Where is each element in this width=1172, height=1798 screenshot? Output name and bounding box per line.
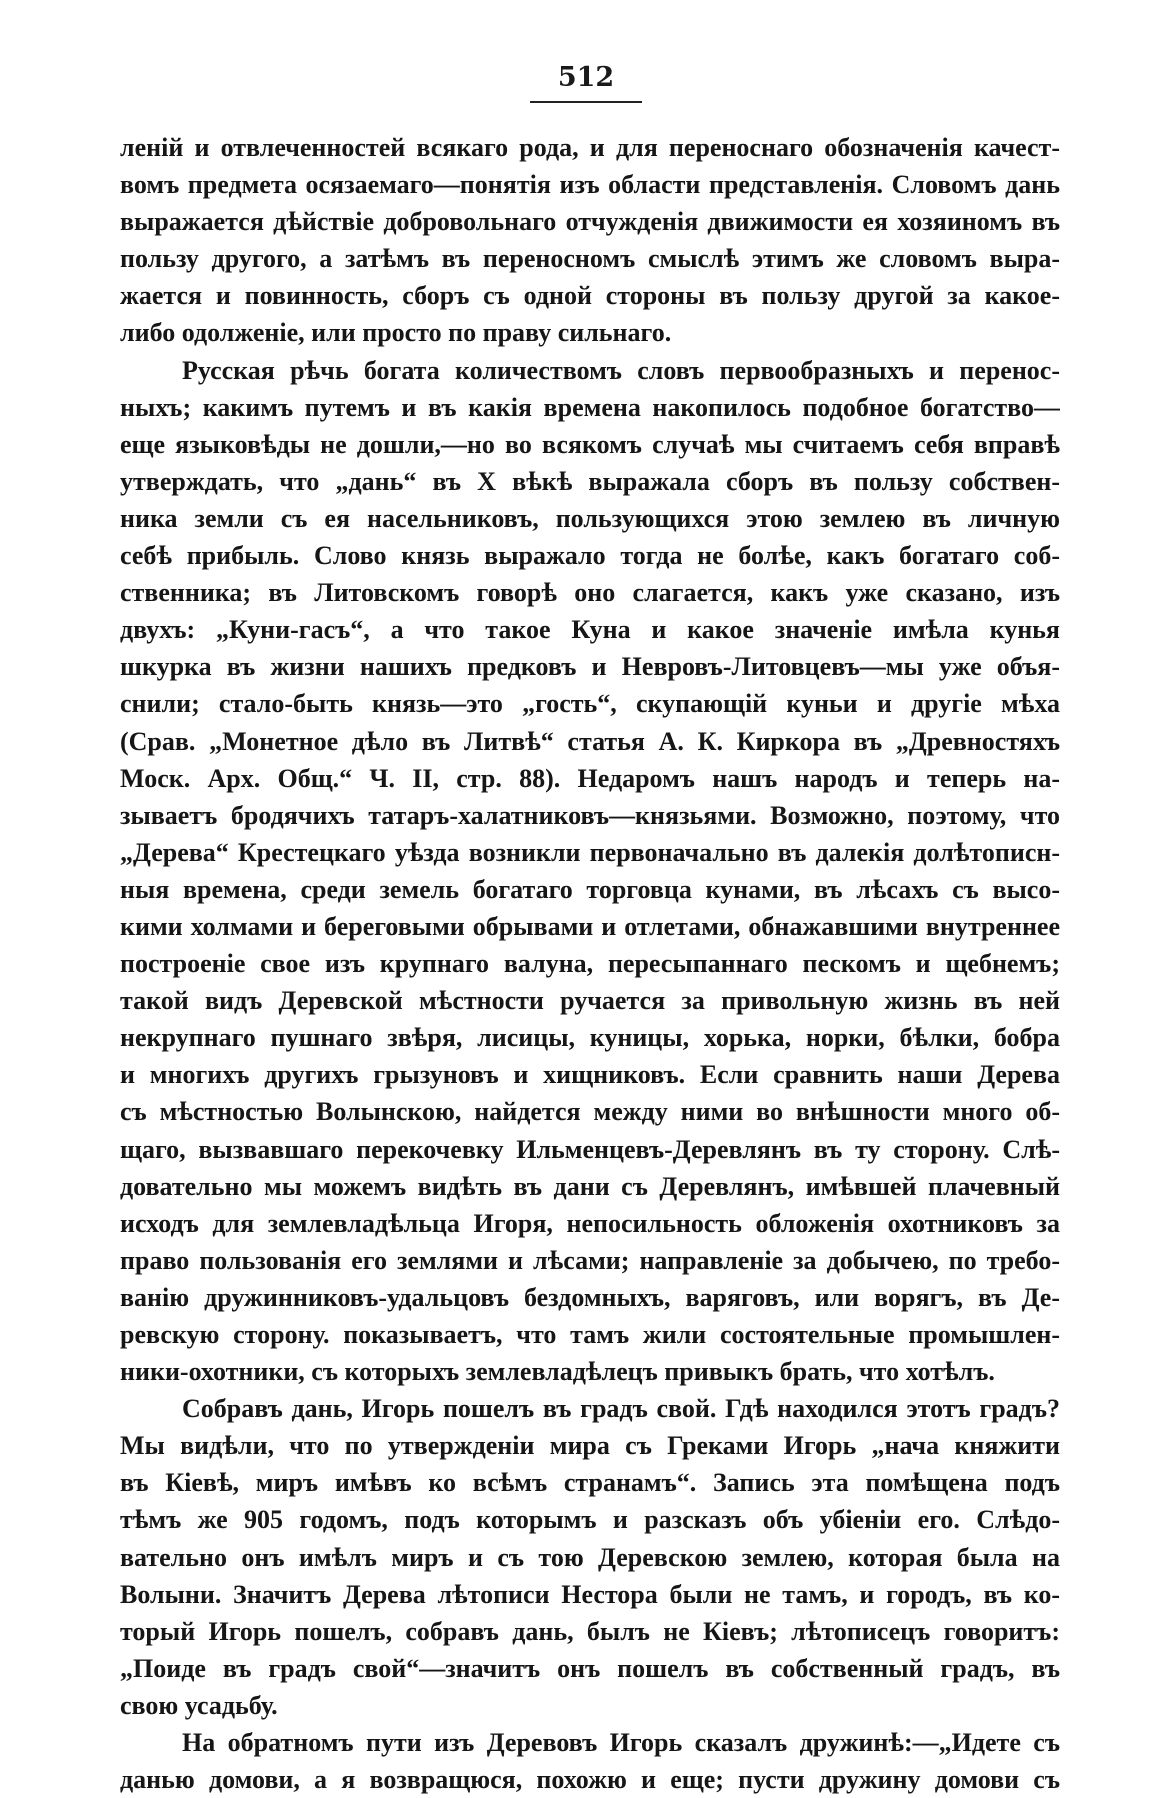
- text-line: еще языковѣды не дошли,—но во всякомъ случаѣ мы считаемъ себя вправѣ: [120, 429, 1060, 459]
- text-line: данью домови, а я возвращюся, похожю и еще; пусти дружину домови съ: [120, 1765, 1060, 1795]
- text-line: жается и повинность, сборъ съ одной стороны въ пользу другой за какое-: [120, 281, 1060, 311]
- text-line: торый Игорь пошелъ, собравъ дань, былъ не Кіевъ; лѣтописецъ говоритъ:: [120, 1616, 1060, 1646]
- text-line: пользу другого, а затѣмъ въ переносномъ смыслѣ этимъ же словомъ выра-: [120, 244, 1060, 274]
- text-line: „Поиде въ градъ свой“—значитъ онъ пошелъ въ собственный градъ, въ: [120, 1653, 1060, 1683]
- text-line: вательно онъ имѣлъ миръ и съ тою Деревскою землею, которая была на: [120, 1542, 1060, 1572]
- text-line: свою усадьбу.: [120, 1690, 278, 1720]
- text-line: ныя времена, среди земель богатаго торговца кунами, въ лѣсахъ съ высо-: [120, 874, 1060, 904]
- page-number-rule: [530, 101, 642, 103]
- text-line: ревскую сторону. показываетъ, что тамъ жили состоятельные промышлен-: [120, 1320, 1060, 1349]
- text-line: исходъ для землевладѣльца Игоря, непосильность обложенія охотниковъ за: [120, 1208, 1060, 1238]
- text-line: „Дерева“ Крестецкаго уѣзда возникли первоначально въ далекія долѣтописн-: [120, 837, 1060, 867]
- text-line: либо одолженіе, или просто по праву сильнаго.: [120, 318, 672, 348]
- text-line: ственника; въ Литовскомъ говорѣ оно слагается, какъ уже сказано, изъ: [120, 578, 1060, 608]
- body-text: [120, 129, 1060, 1798]
- text-line: право пользованія его землями и лѣсами; направленіе за добычею, по требо-: [120, 1245, 1060, 1275]
- text-line: тѣмъ же 905 годомъ, подъ которымъ и разсказъ объ убіеніи его. Слѣдо-: [120, 1505, 1060, 1535]
- text-line: (Срав. „Монетное дѣло въ Литвѣ“ статья А. К. Киркора въ „Древностяхъ: [120, 726, 1060, 756]
- text-line: некрупнаго пушнаго звѣря, лисицы, куницы, хорька, норки, бѣлки, бобра: [120, 1023, 1060, 1053]
- text-line: ныхъ; какимъ путемъ и въ какія времена накопилось подобное богатство—: [120, 392, 1060, 422]
- text-line: шкурка въ жизни нашихъ предковъ и Невровъ-Литовцевъ—мы уже объя-: [120, 652, 1060, 682]
- text-line: съ мѣстностью Волынскою, найдется между ними во внѣшности много об-: [120, 1097, 1060, 1127]
- text-line: построеніе свое изъ крупнаго валуна, пересыпаннаго пескомъ и щебнемъ;: [120, 949, 1060, 979]
- text-line: На обратномъ пути изъ Деревовъ Игорь сказалъ дружинѣ:—„Идете съ: [182, 1728, 1060, 1758]
- text-line: и многихъ другихъ грызуновъ и хищниковъ. Если сравнить наши Дерева: [120, 1060, 1060, 1090]
- text-line: ника земли съ ея насельниковъ, пользующихся этою землею въ личную: [120, 503, 1060, 533]
- text-line: Волыни. Значитъ Дерева лѣтописи Нестора были не тамъ, и городъ, въ ко-: [120, 1579, 1060, 1609]
- text-line: Мы видѣли, что по утвержденіи мира съ Греками Игорь „нача княжити: [120, 1431, 1060, 1461]
- text-line: себѣ прибыль. Слово князь выражало тогда не болѣе, какъ богатаго соб-: [120, 541, 1060, 571]
- text-line: довательно мы можемъ видѣть въ дани съ Деревлянъ, имѣвшей плачевный: [120, 1171, 1060, 1201]
- text-line: Русская рѣчь богата количествомъ словъ первообразныхъ и перенос-: [182, 355, 1060, 385]
- page-number: 512: [557, 62, 615, 93]
- text-line: Моск. Арх. Общ.“ Ч. II, стр. 88). Недаромъ нашъ народъ и теперь на-: [120, 763, 1060, 793]
- text-line: зываетъ бродячихъ татаръ-халатниковъ—князьями. Возможно, поэтому, что: [120, 800, 1060, 830]
- text-line: щаго, вызвавшаго перекочевку Ильменцевъ-Деревлянъ въ ту сторону. Слѣ-: [120, 1134, 1060, 1164]
- text-line: въ Кіевѣ, миръ имѣвъ ко всѣмъ странамъ“. Запись эта помѣщена подъ: [120, 1468, 1060, 1498]
- text-line: ники-охотники, съ которыхъ землевладѣлецъ привыкъ брать, что хотѣлъ.: [120, 1357, 995, 1387]
- text-line: выражается дѣйствіе добровольнаго отчужденія движимости ея хозяиномъ въ: [120, 207, 1060, 237]
- text-line: ванію дружинниковъ-удальцовъ бездомныхъ, варяговъ, или ворягъ, въ Де-: [120, 1282, 1060, 1312]
- text-line: Собравъ дань, Игорь пошелъ въ градъ свой. Гдѣ находился этотъ градъ?: [182, 1394, 1060, 1424]
- text-line: двухъ: „Куни-гасъ“, а что такое Куна и какое значеніе имѣла кунья: [120, 615, 1060, 645]
- text-line: снили; стало-быть князь—это „гость“, скупающій куньи и другіе мѣха: [120, 689, 1060, 719]
- text-line: утверждать, что „дань“ въ X вѣкѣ выражала сборъ въ пользу собствен-: [120, 466, 1060, 496]
- text-line: вомъ предмета осязаемаго—понятія изъ области представленія. Словомъ дань: [120, 170, 1060, 200]
- text-line: кими холмами и береговыми обрывами и отлетами, обнажавшими внутреннее: [120, 911, 1060, 941]
- text-line: леній и отвлеченностей всякаго рода, и для переноснаго обозначенія качест-: [120, 133, 1060, 162]
- text-line: такой видъ Деревской мѣстности ручается за привольную жизнь въ ней: [120, 986, 1060, 1016]
